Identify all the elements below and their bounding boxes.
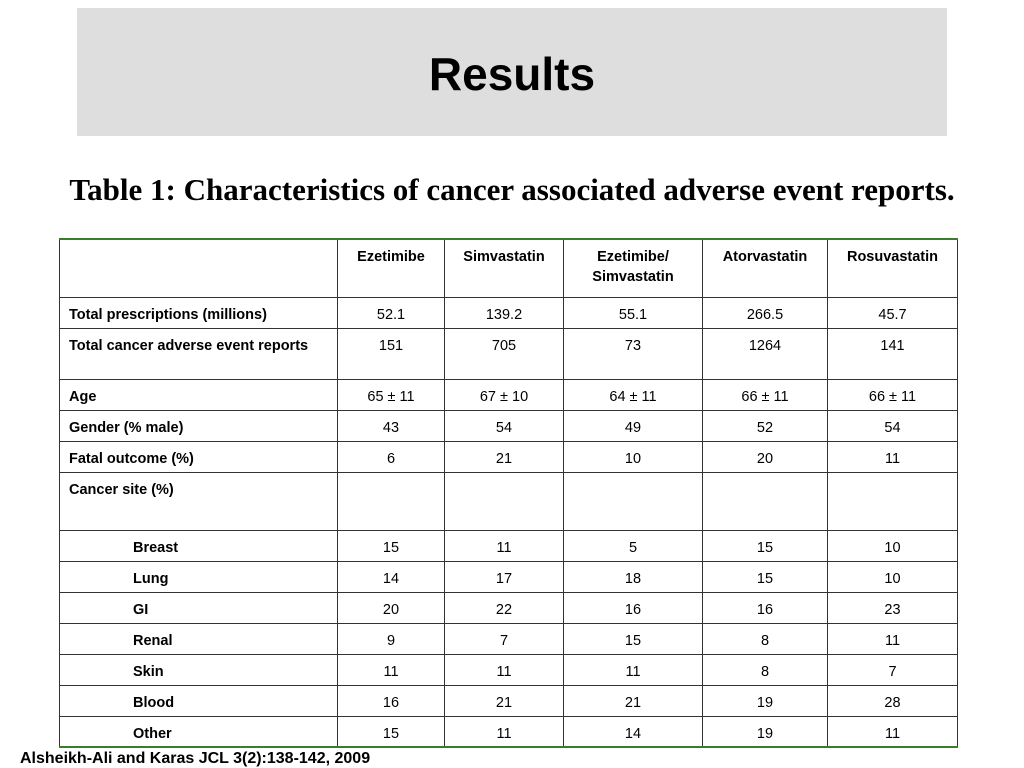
- table-cell: 5: [564, 530, 703, 561]
- table-cell: 8: [703, 623, 828, 654]
- table-cell: 55.1: [564, 297, 703, 328]
- table-row: [60, 410, 958, 441]
- column-header-simvastatin: Simvastatin: [445, 239, 564, 297]
- table-cell: 43: [338, 410, 445, 441]
- table-cell: 45.7: [828, 297, 958, 328]
- table-row: [60, 328, 958, 379]
- table-cell: 1264: [703, 328, 828, 379]
- column-header-atorvastatin: Atorvastatin: [703, 239, 828, 297]
- row-label: GI: [60, 592, 338, 623]
- row-label: Total cancer adverse event reports: [60, 328, 338, 379]
- column-header-blank: [60, 239, 338, 297]
- table-row: [60, 379, 958, 410]
- row-label: Age: [60, 379, 338, 410]
- row-label: Renal: [60, 623, 338, 654]
- table-cell: 64 ± 11: [564, 379, 703, 410]
- table-cell: [338, 472, 445, 530]
- row-label: Blood: [60, 685, 338, 716]
- table-cell: 11: [828, 441, 958, 472]
- table-cell: 141: [828, 328, 958, 379]
- table-cell: 15: [338, 530, 445, 561]
- row-label: Lung: [60, 561, 338, 592]
- table-row: [60, 297, 958, 328]
- table-cell: 11: [564, 654, 703, 685]
- table-cell: 15: [703, 530, 828, 561]
- table-cell: 139.2: [445, 297, 564, 328]
- table-cell: 11: [445, 716, 564, 747]
- table-cell: 14: [564, 716, 703, 747]
- slide-title: Results: [428, 48, 596, 100]
- table-cell: 67 ± 10: [445, 379, 564, 410]
- table-cell: 65 ± 11: [338, 379, 445, 410]
- table-cell: 21: [564, 685, 703, 716]
- table-row: [60, 441, 958, 472]
- table-row: [60, 654, 958, 685]
- citation: Alsheikh-Ali and Karas JCL 3(2):138-142, 2009: [20, 750, 371, 767]
- table-cell: 16: [703, 592, 828, 623]
- results-table: [59, 238, 958, 748]
- row-label: Skin: [60, 654, 338, 685]
- table-cell: [564, 472, 703, 530]
- table-cell: 15: [338, 716, 445, 747]
- table-cell: 11: [828, 623, 958, 654]
- table-cell: 266.5: [703, 297, 828, 328]
- table-row: [60, 592, 958, 623]
- table-row: [60, 623, 958, 654]
- table-row: [60, 716, 958, 747]
- table-row: [60, 685, 958, 716]
- table-cell: 10: [828, 530, 958, 561]
- row-label: Other: [60, 716, 338, 747]
- table-cell: 10: [564, 441, 703, 472]
- row-label: Gender (% male): [60, 410, 338, 441]
- table-cell: 18: [564, 561, 703, 592]
- column-header-ezetimibe: Ezetimibe: [338, 239, 445, 297]
- table-cell: 73: [564, 328, 703, 379]
- column-header-rosuvastatin: Rosuvastatin: [828, 239, 958, 297]
- table-cell: 20: [338, 592, 445, 623]
- table-cell: 19: [703, 685, 828, 716]
- table-cell: 14: [338, 561, 445, 592]
- table-cell: [828, 472, 958, 530]
- row-label: Breast: [60, 530, 338, 561]
- row-label: Fatal outcome (%): [60, 441, 338, 472]
- table-cell: 8: [703, 654, 828, 685]
- table-cell: 52: [703, 410, 828, 441]
- table-row: [60, 530, 958, 561]
- table-cell: 66 ± 11: [703, 379, 828, 410]
- table-cell: 15: [564, 623, 703, 654]
- table-cell: 9: [338, 623, 445, 654]
- table-caption: Table 1: Characteristics of cancer associated adverse event reports.: [69, 172, 955, 207]
- table-header-row: [60, 239, 958, 297]
- table-cell: 11: [828, 716, 958, 747]
- table-cell: 6: [338, 441, 445, 472]
- table-cell: 54: [445, 410, 564, 441]
- row-label: Total prescriptions (millions): [60, 297, 338, 328]
- table-cell: 23: [828, 592, 958, 623]
- table-cell: 16: [338, 685, 445, 716]
- table-cell: 21: [445, 685, 564, 716]
- table-cell: 11: [445, 530, 564, 561]
- table-cell: 17: [445, 561, 564, 592]
- table-cell: 20: [703, 441, 828, 472]
- table-cell: 28: [828, 685, 958, 716]
- table-cell: 7: [445, 623, 564, 654]
- table-row: [60, 472, 958, 530]
- row-label: Cancer site (%): [60, 472, 338, 530]
- table-cell: 705: [445, 328, 564, 379]
- table-cell: [703, 472, 828, 530]
- table-cell: 11: [338, 654, 445, 685]
- table-cell: 10: [828, 561, 958, 592]
- table-cell: [445, 472, 564, 530]
- table-cell: 21: [445, 441, 564, 472]
- table-cell: 7: [828, 654, 958, 685]
- table-cell: 19: [703, 716, 828, 747]
- table-cell: 66 ± 11: [828, 379, 958, 410]
- table-cell: 11: [445, 654, 564, 685]
- table-cell: 22: [445, 592, 564, 623]
- table-cell: 52.1: [338, 297, 445, 328]
- table-row: [60, 561, 958, 592]
- column-header-ezetimibe-simvastatin: Ezetimibe/ Simvastatin: [564, 239, 703, 297]
- table-cell: 16: [564, 592, 703, 623]
- table-cell: 15: [703, 561, 828, 592]
- table-cell: 54: [828, 410, 958, 441]
- table-cell: 151: [338, 328, 445, 379]
- table-cell: 49: [564, 410, 703, 441]
